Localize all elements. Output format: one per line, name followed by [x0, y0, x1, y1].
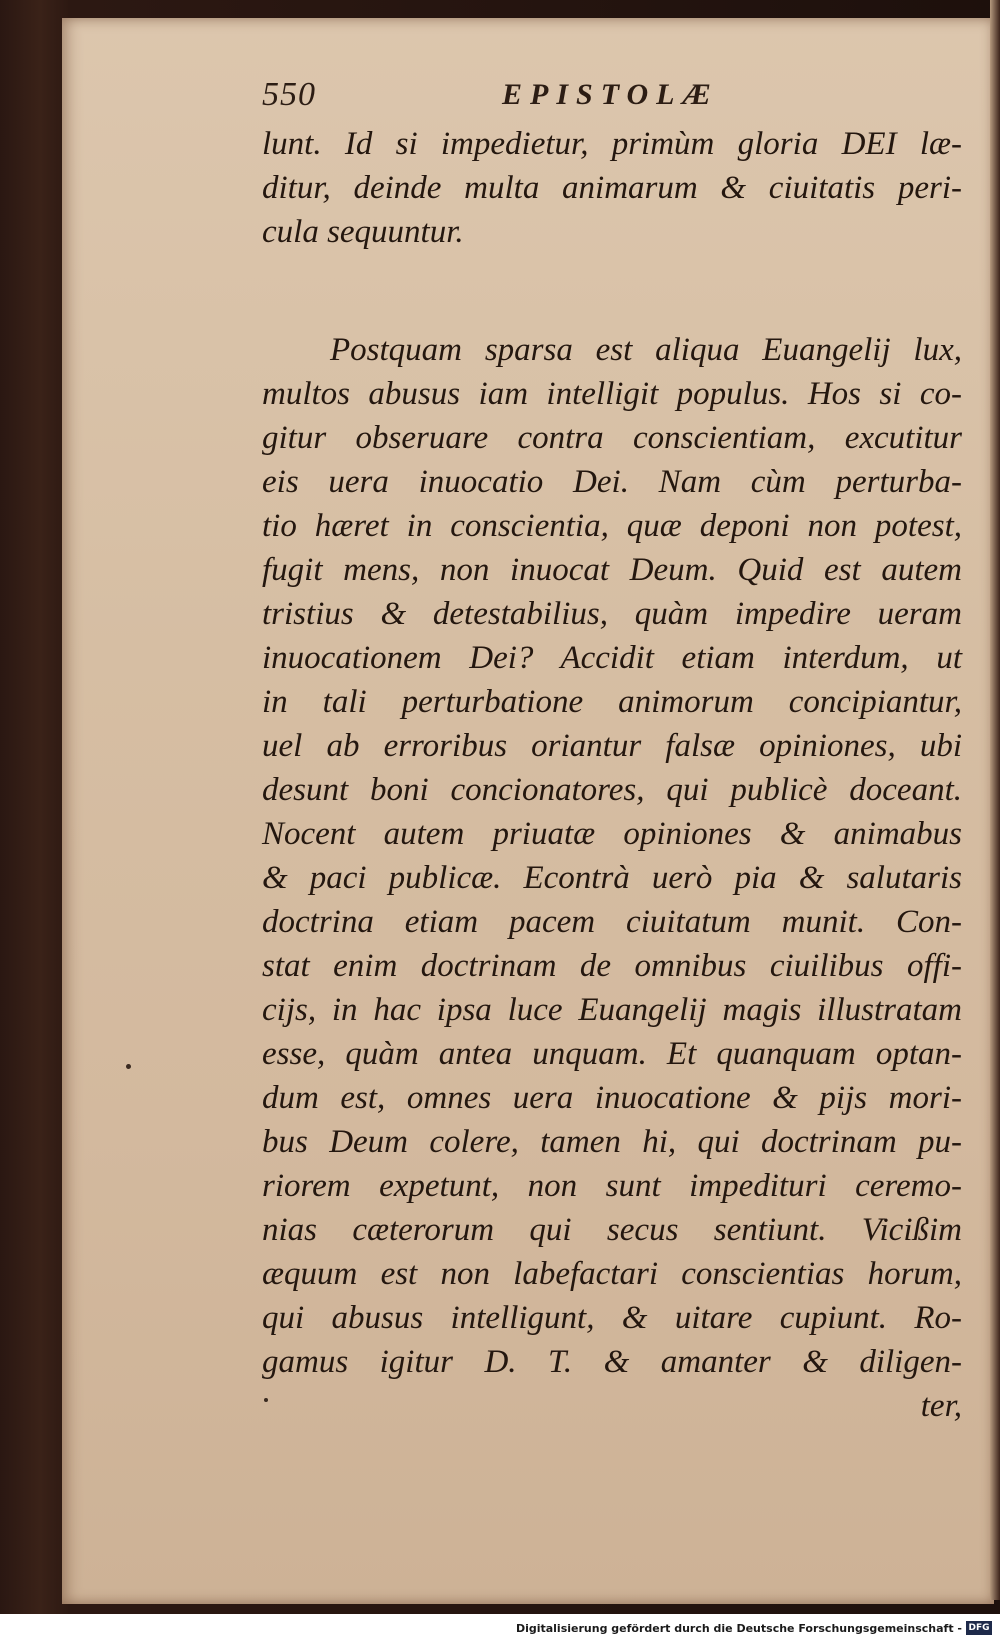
text-line: uel ab erroribus oriantur falsæ opiniones, ubi	[262, 728, 962, 764]
text-line: nias cæterorum qui secus sentiunt. Vicißim	[262, 1212, 962, 1248]
text-line: fugit mens, non inuocat Deum. Quid est autem	[262, 552, 962, 588]
digitization-footer	[0, 1614, 1000, 1646]
text-line: cijs, in hac ipsa luce Euangelij magis illustratam	[262, 992, 962, 1028]
text-line: Postquam sparsa est aliqua Euangelij lux,	[330, 332, 962, 368]
text-line: in tali perturbatione animorum concipiantur,	[262, 684, 962, 720]
text-line: gitur obseruare contra conscientiam, excutitur	[262, 420, 962, 456]
text-line: lunt. Id si impedietur, primùm gloria DEI læ-	[262, 126, 962, 162]
text-line: esse, quàm antea unquam. Et quanquam optan-	[262, 1036, 962, 1072]
text-line: eis uera inuocatio Dei. Nam cùm perturba-	[262, 464, 962, 500]
paragraph-2	[262, 328, 962, 1384]
text-line: dum est, omnes uera inuocatione & pijs mori-	[262, 1080, 962, 1116]
text-line: & paci publicæ. Econtrà uerò pia & salutaris	[262, 860, 962, 896]
page-header	[262, 76, 962, 120]
catchword: ter,	[920, 1388, 962, 1424]
text-line: gamus igitur D. T. & amanter & diligen-	[262, 1344, 962, 1380]
page-edge	[990, 0, 1000, 1600]
paragraph-1	[262, 122, 962, 254]
paragraph-gap	[262, 254, 962, 328]
text-line: qui abusus intelligunt, & uitare cupiunt. Ro-	[262, 1300, 962, 1336]
text-line: æquum est non labefactari conscientias horum,	[262, 1256, 962, 1292]
text-line: multos abusus iam intelligit populus. Hos si co-	[262, 376, 962, 412]
footer-credit: Digitalisierung gefördert durch die Deutsche Forschungsgemeinschaft -	[515, 1622, 962, 1635]
text-line: ditur, deinde multa animarum & ciuitatis peri-	[262, 170, 962, 206]
text-line: tristius & detestabilius, quàm impedire ueram	[262, 596, 962, 632]
ink-speck	[126, 1064, 131, 1069]
text-line: inuocationem Dei? Accidit etiam interdum, ut	[262, 640, 962, 676]
page-number: 550	[262, 76, 316, 113]
text-line: cula sequuntur.	[262, 214, 464, 250]
running-head: EPISTOLÆ	[502, 78, 719, 111]
ink-speck	[264, 1398, 268, 1402]
text-line: bus Deum colere, tamen hi, qui doctrinam pu-	[262, 1124, 962, 1160]
dfg-logo-icon: DFG	[966, 1621, 992, 1635]
text-line: tio hæret in conscientia, quæ deponi non potest,	[262, 508, 962, 544]
text-line: stat enim doctrinam de omnibus ciuilibus offi-	[262, 948, 962, 984]
text-line: doctrina etiam pacem ciuitatum munit. Con-	[262, 904, 962, 940]
text-block	[262, 122, 962, 1428]
text-line: riorem expetunt, non sunt impedituri ceremo-	[262, 1168, 962, 1204]
text-line: Nocent autem priuatæ opiniones & animabus	[262, 816, 962, 852]
text-line: desunt boni concionatores, qui publicè doceant.	[262, 772, 962, 808]
